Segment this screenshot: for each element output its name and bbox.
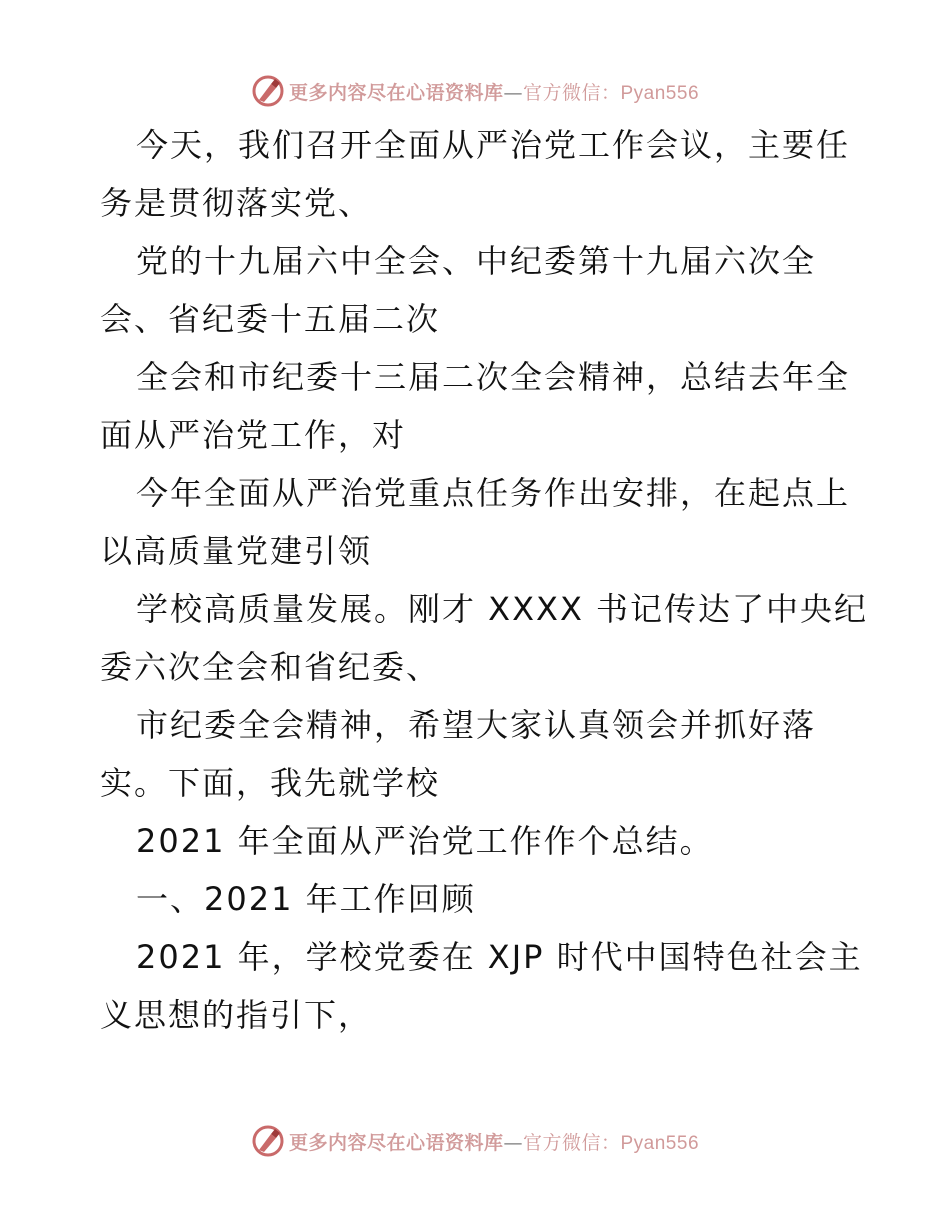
pen-logo-icon [251,74,285,108]
paragraph [100,464,860,580]
watermark-text [289,1128,699,1155]
text-line: 一、2021 年工作回顾 [136,880,476,918]
paragraph [100,116,860,232]
text-line: 委六次全会和省纪委、 [100,648,441,686]
paragraph [100,348,860,464]
text-line: 市纪委全会精神，希望大家认真领会并抓好落 [136,706,817,744]
watermark-site-text: 更多内容尽在心语资料库 [288,81,504,104]
text-line: 2021 年，学校党委在 XJP 时代中国特色社会主 [136,938,863,976]
watermark-separator: — [503,1131,523,1154]
text-line: 会、省纪委十五届二次 [100,300,441,338]
watermark-footer [0,1121,950,1161]
paragraph [100,870,860,928]
paragraph [100,580,869,696]
text-line: 面从严治党工作，对 [100,416,407,454]
text-line: 今天，我们召开全面从严治党工作会议，主要任 [136,126,851,164]
document-body [100,116,869,1044]
text-line: 今年全面从严治党重点任务作出安排，在起点上 [136,474,851,512]
paragraph [100,696,860,812]
text-line: 全会和市纪委十三届二次全会精神，总结去年全 [136,358,851,396]
watermark-wechat-label: 官方微信： [522,1131,621,1154]
watermark-wechat-id: Pyan556 [620,1132,700,1154]
text-line: 务是贯彻落实党、 [100,184,373,222]
pen-logo-icon [251,1124,285,1158]
watermark-wechat-id: Pyan556 [620,82,700,104]
watermark-header [0,71,950,111]
paragraph [100,232,860,348]
watermark-separator: — [503,81,523,104]
watermark-site-text: 更多内容尽在心语资料库 [288,1131,504,1154]
text-line: 党的十九届六中全会、中纪委第十九届六次全 [136,242,817,280]
paragraph [100,928,863,1044]
paragraph [100,812,860,870]
text-line: 义思想的指引下， [100,996,373,1034]
text-line: 实。下面，我先就学校 [100,764,441,802]
text-line: 2021 年全面从严治党工作作个总结。 [136,822,714,860]
text-line: 学校高质量发展。刚才 XXXX 书记传达了中央纪 [136,590,869,628]
text-line: 以高质量党建引领 [100,532,373,570]
watermark-text [289,78,699,105]
watermark-wechat-label: 官方微信： [522,81,621,104]
